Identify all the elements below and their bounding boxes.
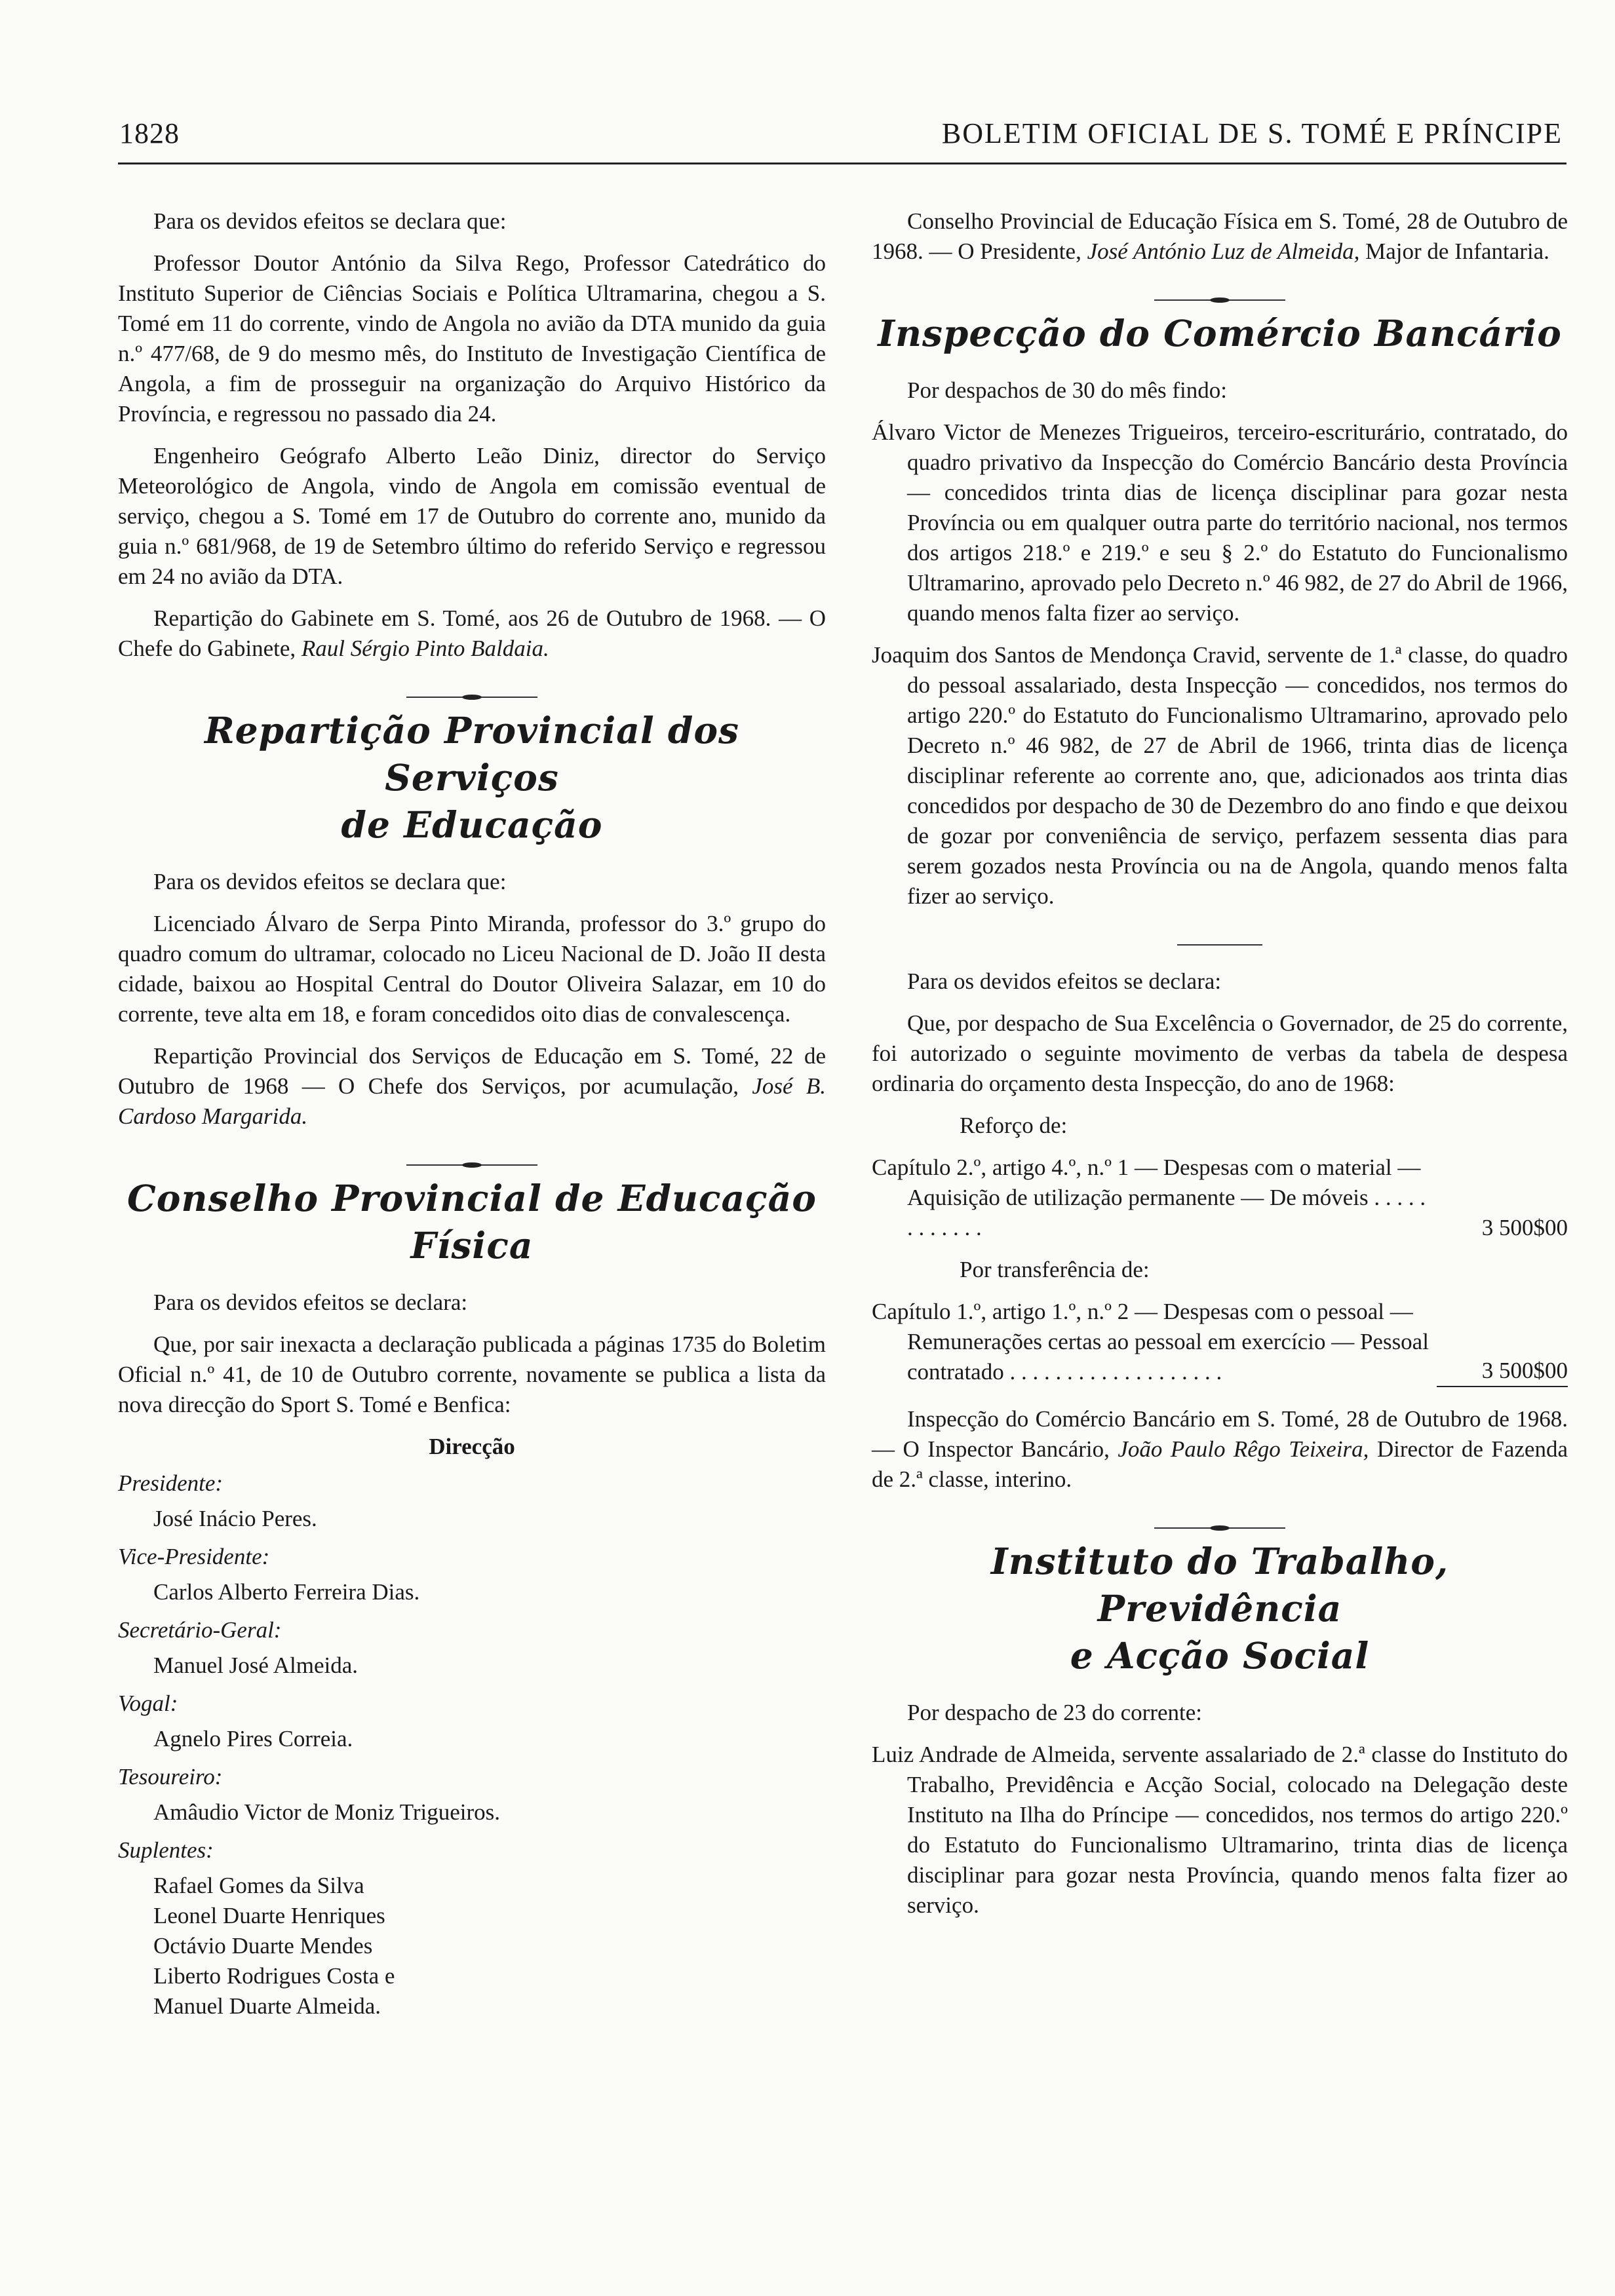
paragraph-engineer-diniz: Engenheiro Geógrafo Alberto Leão Diniz, director do Serviço Meteorológico de Angola, vindo de Angola em comissão eventual de serviço, chegou a S. Tomé em 17 de Outubro do corrente ano, munido da guia n.º 681/968, de 19 de Setembro último do referido Serviço e regressou em 24 no avião da DTA. [118,443,826,589]
capitulo-transferencia-amount: 3 500$00 [1437,1356,1568,1387]
right-column [872,206,1568,1932]
suplente-name: Liberto Rodrigues Costa e [153,1963,395,1989]
role-name: Agnelo Pires Correia. [153,1726,353,1751]
paragraph-benfica-list: Que, por sair inexacta a declaração publicada a páginas 1735 do Boletim Oficial n.º 41, de 10 de Outubro corrente, novamente se publica a lista da nova direcção do Sport S. Tomé e Benfica: [118,1331,826,1417]
gabinete-signatory: Raul Sérgio Pinto Baldaia. [301,636,549,661]
educacao-signature-paragraph [118,1041,826,1132]
paragraph-alvaro-trigueiros: Álvaro Victor de Menezes Trigueiros, terceiro-escriturário, contratado, do quadro privativo da Inspecção do Comércio Bancário desta Província — concedidos trinta dias de licença disciplinar para gozar nesta Província ou em qualquer outra parte do território nacional, nos termos dos artigos 218.º e 219.º e seu § 2.º do Estatuto do Funcionalismo Ultramarino, aprovado pelo Decreto n.º 46 982, de 27 do Abril de 1966, quando menos falta fizer ao serviço. [872,419,1568,626]
bancario-intro: Por despachos de 30 do mês findo: [907,377,1227,403]
section-title-instituto-line1: Instituto do Trabalho, Previdência [990,1540,1449,1630]
section-divider [118,1143,826,1160]
left-column [118,206,826,2021]
paragraph-alvaro-miranda: Licenciado Álvaro de Serpa Pinto Miranda, professor do 3.º grupo do quadro comum do ultramar, colocado no Liceu Nacional de D. João II desta cidade, baixou ao Hospital Central do Doutor Oliveira Salazar, em 10 do corrente, teve alta em 18, e foram concedidos oito dias de convalescença. [118,911,826,1027]
suplente-name: Octávio Duarte Mendes [153,1933,373,1959]
section-divider [118,676,826,693]
section-divider [872,1506,1568,1523]
gabinete-signature-paragraph [118,603,826,664]
suplente-name: Leonel Duarte Henriques [153,1903,385,1928]
bancario-intro-2: Para os devidos efeitos se declara: [907,968,1222,994]
bancario-rank: Director de Fazenda de 2.ª classe, interino. [872,1436,1568,1492]
reforco-label: Reforço de: [960,1113,1068,1138]
role-name: Manuel José Almeida. [153,1653,359,1678]
direccao-heading: Direcção [429,1434,515,1459]
capitulo-reforco-row [872,1153,1568,1243]
section-title-instituto-trabalho [872,1538,1568,1679]
educacao-fisica-signature-paragraph [872,206,1568,267]
role-label: Vice-Presidente: [118,1544,270,1569]
section-title-educacao-line2: de Educação [341,803,603,846]
page-number: 1828 [119,117,180,149]
section-divider [872,278,1568,296]
suplente-name: Manuel Duarte Almeida. [153,1993,381,2019]
role-name: Amâudio Victor de Moniz Trigueiros. [153,1799,501,1825]
transferencia-label: Por transferência de: [960,1257,1150,1282]
bancario-dateline: Inspecção do Comércio Bancário em S. Tomé, 28 de Outubro de 1968. — O Inspector Bancário, [872,1406,1568,1462]
direccao-roles [118,1468,826,2021]
page-header [118,110,1566,164]
section-title-educacao [118,707,826,849]
role-name: Carlos Alberto Ferreira Dias. [153,1579,420,1605]
gabinete-dateline: Repartição do Gabinete em S. Tomé, aos 26 de Outubro de 1968. — O Chefe do Gabinete, [118,605,826,661]
suplentes-label: Suplentes: [118,1837,214,1863]
educacao-signatory: José B. Cardoso Margarida. [118,1073,826,1129]
section-title-educacao-line1: Repartição Provincial dos Serviços [204,709,740,799]
role-label: Vogal: [118,1691,178,1716]
suplente-name: Rafael Gomes da Silva [153,1873,364,1898]
educacao-fisica-signatory: José António Luz de Almeida, [1087,239,1360,264]
section-title-educacao-fisica: Conselho Provincial de Educação Física [127,1177,817,1267]
paragraph-professor-rego: Professor Doutor António da Silva Rego, Professor Catedrático do Instituto Superior de Ciências Sociais e Política Ultramarina, chegou a S. Tomé em 11 do corrente, vindo de Angola no avião da DTA munido da guia n.º 477/68, de 9 do mesmo mês, do Instituto de Investigação Científica de Angola, a fim de prosseguir na organização do Arquivo Histórico da Província, e regressou no passado dia 24. [118,250,826,427]
educacao-intro: Para os devidos efeitos se declara que: [153,869,507,894]
capitulo-transferencia-text: Capítulo 1.º, artigo 1.º, n.º 2 — Despesas com o pessoal — Remunerações certas ao pessoal em exercício — Pessoal contratado . . . . . . . . . . . . . . . . . . . [872,1299,1429,1385]
educacao-dateline: Repartição Provincial dos Serviços de Educação em S. Tomé, 22 de Outubro de 1968 — O Chefe dos Serviços, por acumulação, [118,1043,826,1099]
role-name: José Inácio Peres. [153,1506,317,1531]
capitulo-reforco-text: Capítulo 2.º, artigo 4.º, n.º 1 — Despesas com o material — Aquisição de utilização permanente — De móveis . . . . . . . . . . . . [872,1155,1426,1240]
section-title-comercio-bancario: Inspecção do Comércio Bancário [878,312,1562,354]
short-rule [872,923,1568,953]
paragraph-luiz-almeida: Luiz Andrade de Almeida, servente assalariado de 2.ª classe do Instituto do Trabalho, Previdência e Acção Social, colocado na Delegação deste Instituto na Ilha do Príncipe — concedidos, nos termos do artigo 220.º do Estatuto do Funcionalismo Ultramarino, trinta dias de licença disciplinar para gozar nesta Província, quando menos falta fizer ao serviço. [872,1742,1568,1918]
role-label: Secretário-Geral: [118,1617,282,1643]
bancario-signature-paragraph [872,1404,1568,1495]
educacao-fisica-intro: Para os devidos efeitos se declara: [153,1290,468,1315]
instituto-intro: Por despacho de 23 do corrente: [907,1700,1202,1725]
intro-declaration: Para os devidos efeitos se declara que: [153,208,507,234]
running-title: BOLETIM OFICIAL DE S. TOMÉ E PRÍNCIPE [941,117,1563,149]
role-label: Presidente: [118,1470,224,1496]
capitulo-reforco-amount: 3 500$00 [1481,1215,1568,1240]
bancario-signatory: João Paulo Rêgo Teixeira, [1118,1436,1369,1462]
section-title-instituto-line2: e Acção Social [1070,1634,1370,1677]
capitulo-transferencia-row [872,1297,1568,1387]
educacao-fisica-rank: Major de Infantaria. [1365,239,1549,264]
educacao-fisica-dateline: Conselho Provincial de Educação Física em S. Tomé, 28 de Outubro de 1968. — O Presidente, [872,208,1568,264]
paragraph-joaquim-cravid: Joaquim dos Santos de Mendonça Cravid, servente de 1.ª classe, do quadro do pessoal assalariado, desta Inspecção — concedidos, nos termos do artigo 220.º do Estatuto do Funcionalismo Ultramarino, aprovado pelo Decreto n.º 46 982, de 27 de Abril de 1966, trinta dias de licença disciplinar referente ao corrente ano, que, adicionados aos trinta dias concedidos por despacho de 30 de Dezembro do ano findo e que deixou de gozar por conveniência de serviço, perfazem sessenta dias para serem gozados nesta Província ou na de Angola, quando menos falta fizer ao serviço. [872,642,1568,909]
role-label: Tesoureiro: [118,1764,223,1789]
suplentes-list [118,1871,826,2021]
paragraph-movimento-verbas: Que, por despacho de Sua Excelência o Governador, de 25 do corrente, foi autorizado o seguinte movimento de verbas da tabela de despesa ordinaria do orçamento desta Inspecção, do ano de 1968: [872,1010,1568,1096]
